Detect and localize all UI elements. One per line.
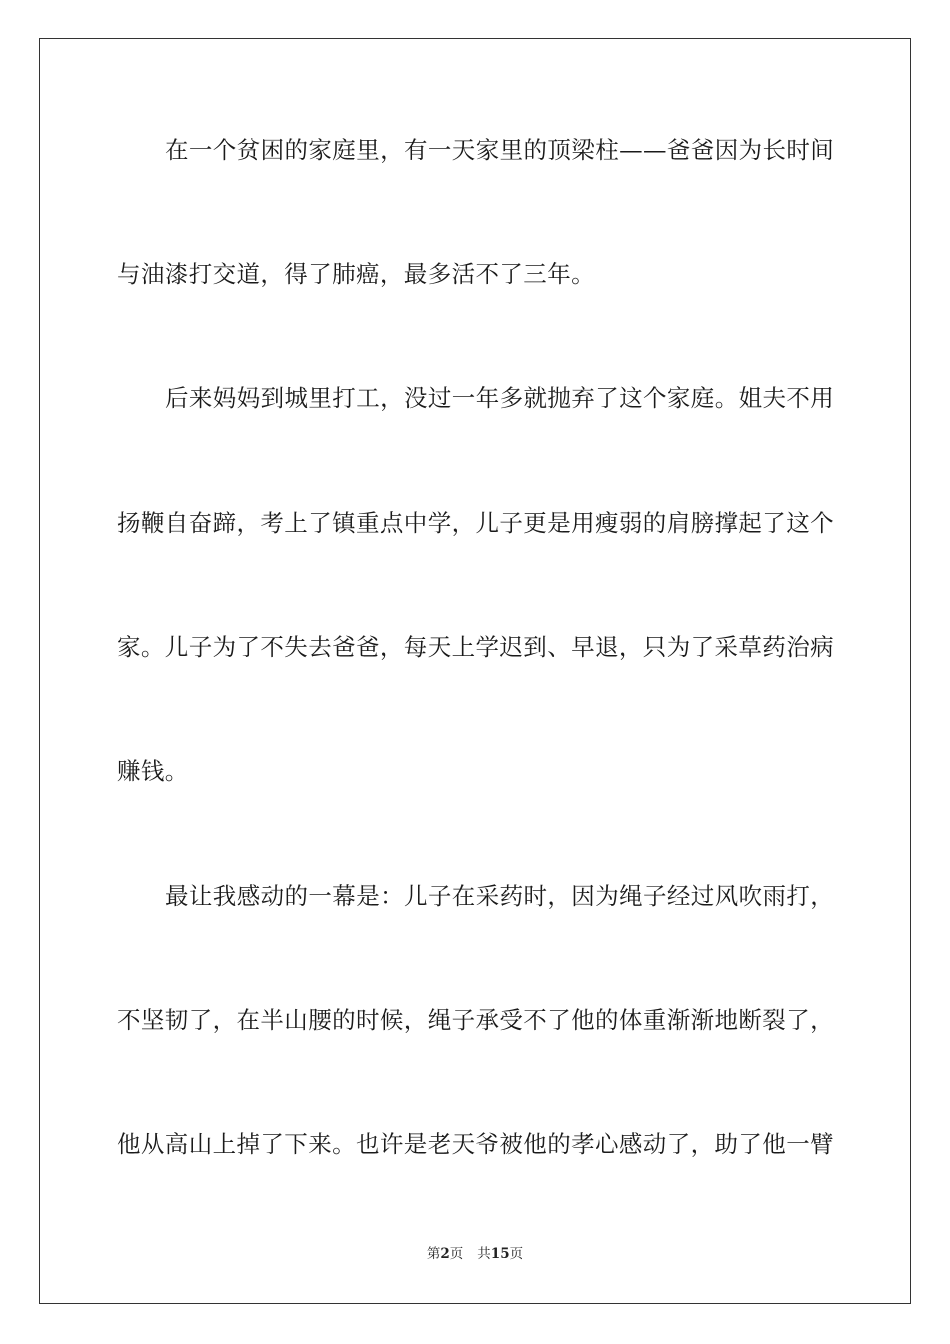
total-prefix: 共 xyxy=(477,1246,491,1262)
page-prefix: 第 xyxy=(426,1246,441,1262)
page-suffix: 页 xyxy=(449,1246,464,1262)
page-number: 2 xyxy=(440,1246,450,1262)
total-suffix: 页 xyxy=(509,1246,524,1262)
paragraph-3-line-3: 他从高山上掉了下来。也许是老天爷被他的孝心感动了，助了他一臂 xyxy=(117,1130,834,1158)
page-footer xyxy=(0,1245,950,1263)
paragraph-3-line-1: 最让我感动的一幕是：儿子在采药时，因为绳子经过风吹雨打， xyxy=(165,882,835,910)
paragraph-2-line-2: 扬鞭自奋蹄，考上了镇重点中学，儿子更是用瘦弱的肩膀撑起了这个 xyxy=(117,509,834,537)
paragraph-2-line-3: 家。儿子为了不失去爸爸，每天上学迟到、早退，只为了采草药治病 xyxy=(117,633,834,661)
paragraph-1-line-2: 与油漆打交道，得了肺癌，最多活不了三年。 xyxy=(117,260,595,288)
page-border xyxy=(39,38,911,1304)
paragraph-2-line-4: 赚钱。 xyxy=(117,757,189,785)
paragraph-3-line-2: 不坚韧了，在半山腰的时候，绳子承受不了他的体重渐渐地断裂了， xyxy=(117,1006,834,1034)
paragraph-2-line-1: 后来妈妈到城里打工，没过一年多就抛弃了这个家庭。姐夫不用 xyxy=(165,384,835,412)
total-pages: 15 xyxy=(490,1246,510,1262)
paragraph-1-line-1: 在一个贫困的家庭里，有一天家里的顶梁柱——爸爸因为长时间 xyxy=(165,136,835,164)
